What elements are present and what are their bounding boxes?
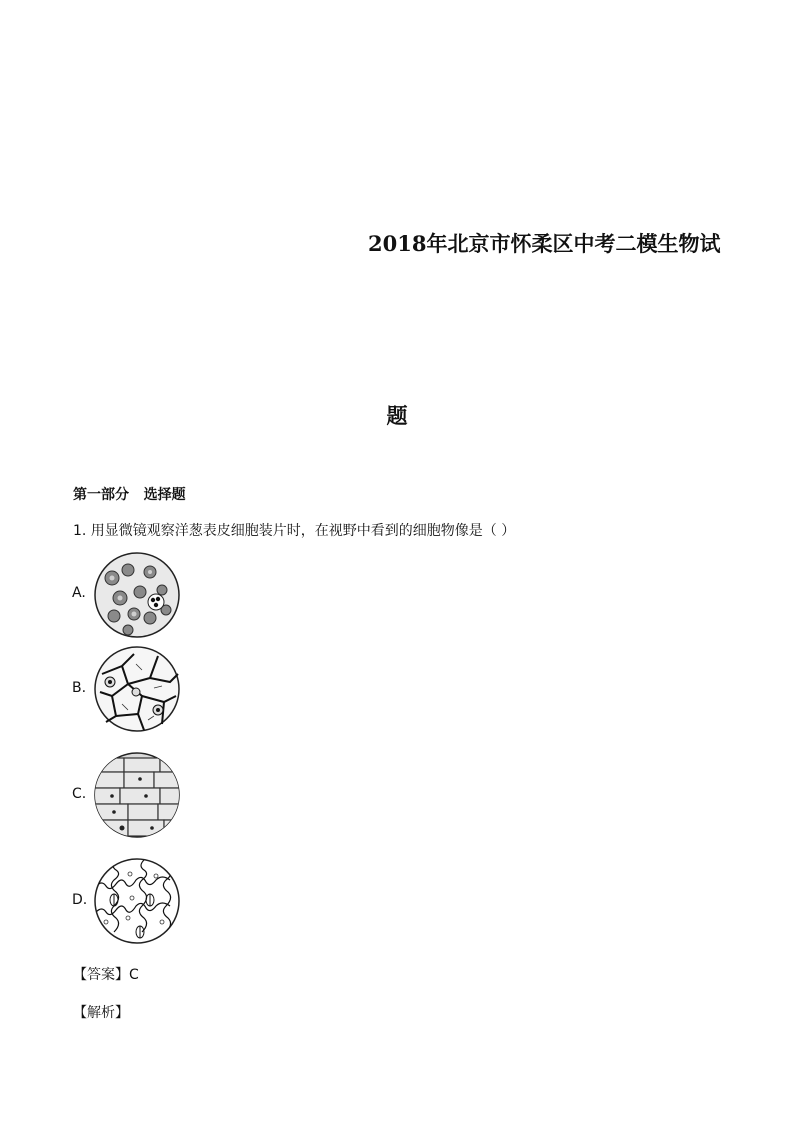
option-b-image [92, 644, 182, 734]
option-a-label: A. [72, 585, 86, 601]
option-a-image [92, 550, 182, 640]
option-d-image [92, 856, 182, 946]
leaf-epidermis-stomata-micrograph-icon [92, 856, 182, 946]
option-c-image [92, 750, 182, 840]
option-b-label: B. [72, 680, 87, 696]
answer-value: C [129, 967, 139, 983]
answer-line [73, 964, 139, 984]
option-c-label: C. [72, 786, 87, 802]
question-text: 1. 用显微镜观察洋葱表皮细胞装片时，在视野中看到的细胞物像是（ ） [73, 523, 516, 539]
analysis-label: 【解析】 [73, 1005, 129, 1021]
blood-cells-micrograph-icon [92, 550, 182, 640]
page-title-line-1: 2018年北京市怀柔区中考二模生物试 [368, 231, 721, 256]
irregular-cells-micrograph-icon [92, 644, 182, 734]
answer-label: 【答案】 [73, 967, 129, 983]
onion-epidermis-micrograph-icon [92, 750, 182, 840]
page-title-line-2: 题 [386, 403, 408, 428]
option-d-label: D. [72, 892, 88, 908]
section-heading: 第一部分 选择题 [73, 487, 186, 503]
